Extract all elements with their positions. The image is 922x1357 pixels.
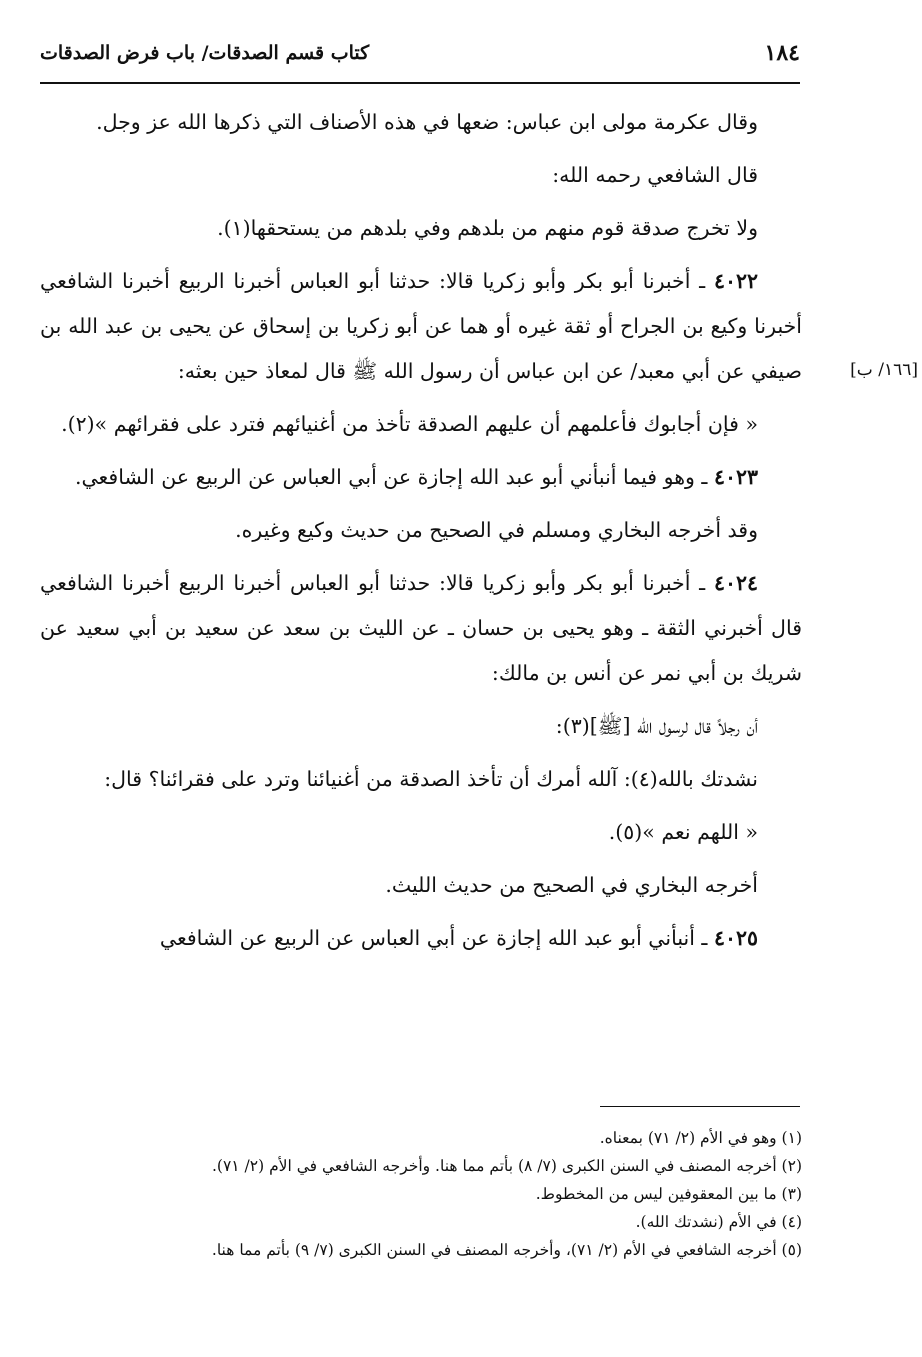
paragraph (40, 100, 802, 145)
paragraph-text: نشدتك بالله(٤): آلله أمرك أن تأخذ الصدقة من أغنيائنا وترد على فقرائنا؟ قال: (104, 767, 758, 791)
paragraph-text: قال الشافعي رحمه الله: (552, 163, 758, 187)
paragraph (40, 757, 802, 802)
footnotes (40, 1124, 802, 1264)
hadith-paragraph (40, 259, 802, 394)
paragraph-text: « فإن أجابوك فأعلمهم أن عليهم الصدقة تأخذ من أغنيائهم فترد على فقرائهم »(٢). (61, 412, 758, 436)
hadith-paragraph (40, 455, 802, 500)
footnote-item: (٣) ما بين المعقوفين ليس من المخطوط. (535, 1185, 802, 1203)
paragraph (40, 810, 802, 855)
paragraph (40, 402, 802, 447)
paragraph (40, 704, 802, 749)
paragraph (40, 863, 802, 908)
paragraph (40, 206, 802, 251)
hadith-number: ٤٠٢٣ (713, 465, 758, 489)
page-header (40, 38, 800, 84)
page-number: ١٨٤ (764, 40, 800, 66)
paragraph (40, 508, 802, 553)
paragraph-text: ـ أخبرنا أبو بكر وأبو زكريا قالا: حدثنا أبو العباس أخبرنا الربيع أخبرنا الشافعي قال أخبرني الثقة ـ وهو يحيى بن حسان ـ عن الليث بن سعد عن سعيد بن أبي سعيد عن شريك بن أبي نمر عن أنس بن مالك: (40, 571, 802, 685)
hadith-number: ٤٠٢٥ (713, 926, 758, 950)
footnote-item: (٥) أخرجه الشافعي في الأم (٢/ ٧١)، وأخرجه المصنف في السنن الكبرى (٧/ ٩) بأتم مما هنا. (211, 1241, 802, 1259)
paragraph-text: ولا تخرج صدقة قوم منهم من بلدهم وفي بلدهم من يستحقها(١). (217, 216, 758, 240)
paragraph-text: وقد أخرجه البخاري ومسلم في الصحيح من حديث وكيع وغيره. (235, 518, 758, 542)
hadith-paragraph (40, 561, 802, 696)
paragraph-text: ـ أخبرنا أبو بكر وأبو زكريا قالا: حدثنا أبو العباس أخبرنا الربيع أخبرنا الشافعي أخبرنا وكيع بن الجراح أو ثقة غيره أو هما عن أبو زكريا بن إسحاق عن يحيى بن عبد الله بن صيفي عن أبي معبد/ عن ابن عباس أن رسول الله ﷺ قال لمعاذ حين بعثه: (40, 269, 802, 383)
paragraph-text: أن رجلاً قال لرسول الله [ﷺ](٣): (555, 714, 758, 738)
running-title: كتاب قسم الصدقات/ باب فرض الصدقات (40, 42, 370, 64)
hadith-number: ٤٠٢٤ (713, 571, 758, 595)
footnote-divider (600, 1106, 800, 1107)
footnote-item: (٤) في الأم (نشدتك الله). (635, 1213, 802, 1231)
footnote-item: (١) وهو في الأم (٢/ ٧١) بمعناه. (599, 1129, 802, 1147)
hadith-number: ٤٠٢٢ (713, 269, 758, 293)
paragraph-text: ـ وهو فيما أنبأني أبو عبد الله إجازة عن أبي العباس عن الربيع عن الشافعي. (74, 465, 714, 489)
paragraph-text: وقال عكرمة مولى ابن عباس: ضعها في هذه الأصناف التي ذكرها الله عز وجل. (96, 110, 758, 134)
hadith-paragraph (40, 916, 802, 961)
paragraph-text: ـ أنبأني أبو عبد الله إجازة عن أبي العباس عن الربيع عن الشافعي (159, 926, 714, 950)
manuscript-folio-marker: [١٦٦/ ب] (850, 360, 918, 380)
footnote-item: (٢) أخرجه المصنف في السنن الكبرى (٧/ ٨) بأتم مما هنا. وأخرجه الشافعي في الأم (٢/ ٧١). (211, 1157, 802, 1175)
paragraph (40, 153, 802, 198)
paragraph-text: « اللهم نعم »(٥). (608, 820, 758, 844)
main-text (40, 100, 802, 969)
paragraph-text: أخرجه البخاري في الصحيح من حديث الليث. (385, 873, 758, 897)
